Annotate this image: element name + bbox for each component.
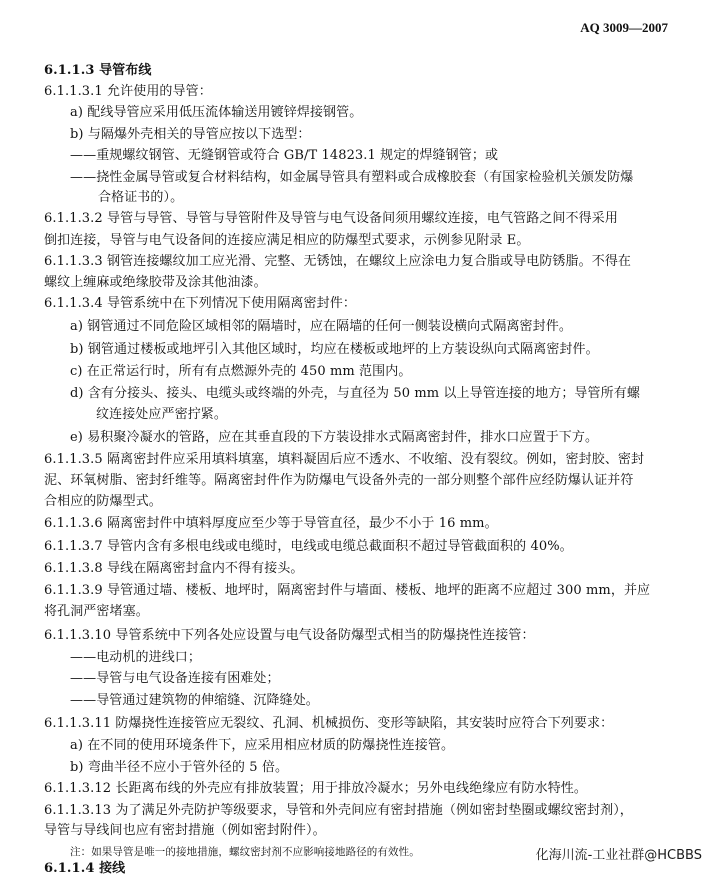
list-item-b: b) 钢管通过楼板或地坪引入其他区域时，均应在楼板或地坪的上方装设纵向式隔离密封件。 bbox=[70, 342, 599, 357]
clause-6-1-1-3-4: 6.1.1.3.4 导管系统中在下列情况下使用隔离密封件： bbox=[44, 296, 356, 311]
dash-item: ——导管通过建筑物的伸缩缝、沉降缝处。 bbox=[70, 693, 319, 708]
list-item-a: a) 钢管通过不同危险区域相邻的隔墙时，应在隔墙的任何一侧装设横向式隔离密封件。 bbox=[70, 319, 572, 334]
note: 注：如果导管是唯一的接地措施，螺纹密封剂不应影响接地路径的有效性。 bbox=[70, 846, 420, 858]
clause-6-1-1-3-3: 6.1.1.3.3 钢管连接螺纹加工应光滑、完整、无锈蚀，在螺纹上应涂电力复合脂或导电防锈脂。不得在 bbox=[44, 254, 632, 269]
clause-6-1-1-3-10: 6.1.1.3.10 导管系统中下列各处应设置与电气设备防爆型式相当的防爆挠性连接管： bbox=[44, 628, 535, 643]
watermark: 化海川流-工业社群@HCBBS bbox=[534, 843, 704, 864]
clause-6-1-1-3-2: 6.1.1.3.2 导管与导管、导管与导管附件及导管与电气设备间须用螺纹连接，电气管路之间不得采用 bbox=[44, 211, 618, 226]
list-item-b: b) 与隔爆外壳相关的导管应按以下选型： bbox=[70, 127, 311, 142]
clause-6-1-1-3-1: 6.1.1.3.1 允许使用的导管： bbox=[44, 84, 212, 99]
list-item-a: a) 配线导管应采用低压流体输送用镀锌焊接钢管。 bbox=[70, 105, 363, 120]
clause-6-1-1-3-11: 6.1.1.3.11 防爆挠性连接管应无裂纹、孔洞、机械损伤、变形等缺陷，其安装时应符合下列要求： bbox=[44, 716, 614, 731]
list-item-d: d) 含有分接头、接头、电缆头或终端的外壳，与直径为 50 mm 以上导管连接的地方；导管所有螺 bbox=[70, 386, 640, 401]
clause-6-1-1-3-7: 6.1.1.3.7 导管内含有多根电线或电缆时，电线或电缆总截面积不超过导管截面积的 40%。 bbox=[44, 539, 573, 554]
list-item-a: a) 在不同的使用环境条件下，应采用相应材质的防爆挠性连接管。 bbox=[70, 738, 455, 753]
continuation-line: 螺纹上缠麻或绝缘胶带及涂其他油漆。 bbox=[44, 275, 267, 290]
continuation-line: 合格证书的）。 bbox=[98, 190, 184, 205]
clause-6-1-1-3-12: 6.1.1.3.12 长距离布线的外壳应有排放装置；用于排放冷凝水；另外电线绝缘应有防水特性。 bbox=[44, 781, 587, 796]
dash-item: ——重规螺纹钢管、无缝钢管或符合 GB/T 14823.1 规定的焊缝钢管；或 bbox=[70, 148, 499, 163]
dash-item: ——导管与电气设备连接有困难处； bbox=[70, 671, 280, 686]
list-item-e: e) 易积聚冷凝水的管路，应在其垂直段的下方装设排水式隔离密封件，排水口应置于下方。 bbox=[70, 430, 599, 445]
continuation-line: 导管与导线间也应有密封措施（例如密封附件）。 bbox=[44, 823, 326, 838]
list-item-c: c) 在正常运行时，所有有点燃源外壳的 450 mm 范围内。 bbox=[70, 364, 412, 379]
list-item-b: b) 弯曲半径不应小于管外径的 5 倍。 bbox=[70, 760, 289, 775]
continuation-line: 倒扣连接，导管与电气设备间的连接应满足相应的防爆型式要求，示例参见附录 E。 bbox=[44, 233, 530, 248]
section-heading-6-1-1-4: 6.1.1.4 接线 bbox=[44, 861, 126, 876]
continuation-line: 将孔洞严密堵塞。 bbox=[44, 604, 149, 619]
clause-6-1-1-3-5: 6.1.1.3.5 隔离密封件应采用填料填塞，填料凝固后应不透水、不收缩、没有裂纹。例如，密封胶、密封 bbox=[44, 452, 645, 467]
standard-number: AQ 3009—2007 bbox=[580, 20, 668, 35]
section-heading-6-1-1-3: 6.1.1.3 导管布线 bbox=[44, 63, 152, 78]
clause-6-1-1-3-8: 6.1.1.3.8 导线在隔离密封盒内不得有接头。 bbox=[44, 561, 304, 576]
clause-6-1-1-3-6: 6.1.1.3.6 隔离密封件中填料厚度应至少等于导管直径，最少不小于 16 mm。 bbox=[44, 516, 498, 531]
dash-item: ——挠性金属导管或复合材料结构，如金属导管具有塑料或合成橡胶套（有国家检验机关颁发防爆 bbox=[70, 170, 634, 185]
clause-6-1-1-3-13: 6.1.1.3.13 为了满足外壳防护等级要求，导管和外壳间应有密封措施（例如密封垫圈或螺纹密封剂）， bbox=[44, 803, 633, 818]
continuation-line: 泥、环氧树脂、密封纤维等。隔离密封件作为防爆电气设备外壳的一部分则整个部件应经防爆认证并符 bbox=[44, 473, 634, 488]
continuation-line: 纹连接处应严密拧紧。 bbox=[96, 407, 228, 422]
continuation-line: 合相应的防爆型式。 bbox=[44, 494, 162, 509]
clause-6-1-1-3-9: 6.1.1.3.9 导管通过墙、楼板、地坪时，隔离密封件与墙面、楼板、地坪的距离不应超过 300 mm，并应 bbox=[44, 583, 651, 598]
dash-item: ——电动机的进线口； bbox=[70, 650, 202, 665]
